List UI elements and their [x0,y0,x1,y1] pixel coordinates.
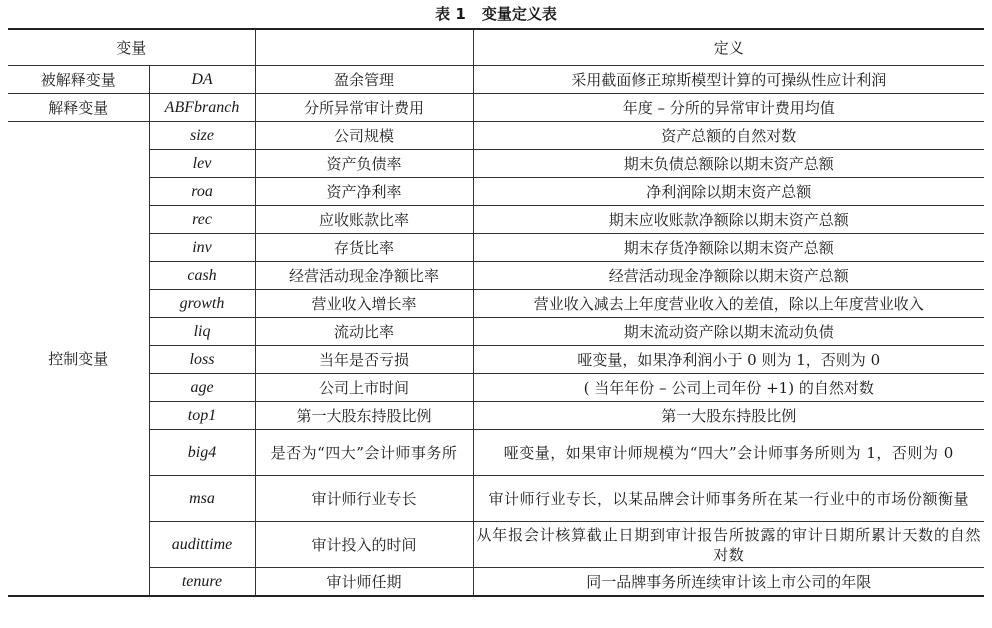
variable-definition: 年度 – 分所的异常审计费用均值 [473,94,984,122]
variable-definition: 经营活动现金净额除以期末资产总额 [473,262,984,290]
variable-definition: 采用截面修正琼斯模型计算的可操纵性应计利润 [473,66,984,94]
variable-definition: 期末存货净额除以期末资产总额 [473,234,984,262]
variable-definition-table [8,28,984,597]
variable-code: size [149,122,255,150]
table-row [8,476,984,522]
table-row [8,568,984,597]
variable-code: loss [149,346,255,374]
table-row [8,94,984,122]
variable-code: roa [149,178,255,206]
variable-name: 分所异常审计费用 [255,94,473,122]
variable-code: rec [149,206,255,234]
variable-name: 第一大股东持股比例 [255,402,473,430]
variable-name: 公司规模 [255,122,473,150]
table-row [8,290,984,318]
variable-definition: 资产总额的自然对数 [473,122,984,150]
variable-code: DA [149,66,255,94]
variable-name: 盈余管理 [255,66,473,94]
group-cell: 解释变量 [8,94,149,122]
variable-code: msa [149,476,255,522]
variable-code: cash [149,262,255,290]
variable-code: audittime [149,522,255,568]
variable-code: lev [149,150,255,178]
variable-definition: 从年报会计核算截止日期到审计报告所披露的审计日期所累计天数的自然对数 [473,522,984,568]
variable-name: 营业收入增长率 [255,290,473,318]
table-row [8,122,984,150]
table-row [8,402,984,430]
table-title: 变量定义表 [481,5,557,23]
table-row [8,430,984,476]
table-number: 表 1 [435,5,466,23]
variable-definition: 期末应收账款净额除以期末资产总额 [473,206,984,234]
variable-name: 审计师任期 [255,568,473,597]
variable-code: big4 [149,430,255,476]
variable-name: 存货比率 [255,234,473,262]
variable-name: 当年是否亏损 [255,346,473,374]
variable-name: 公司上市时间 [255,374,473,402]
header-blank [255,29,473,66]
table-caption [0,0,992,28]
variable-definition: ( 当年年份 – 公司上司年份 +1) 的自然对数 [473,374,984,402]
variable-definition: 审计师行业专长，以某品牌会计师事务所在某一行业中的市场份额衡量 [473,476,984,522]
variable-name: 审计投入的时间 [255,522,473,568]
variable-code: growth [149,290,255,318]
variable-code: inv [149,234,255,262]
variable-name: 经营活动现金净额比率 [255,262,473,290]
table-row [8,374,984,402]
variable-code: liq [149,318,255,346]
table-row [8,206,984,234]
table-row [8,346,984,374]
variable-definition: 期末流动资产除以期末流动负债 [473,318,984,346]
variable-code: top1 [149,402,255,430]
variable-definition: 同一品牌事务所连续审计该上市公司的年限 [473,568,984,597]
header-variable: 变量 [8,29,255,66]
table-row [8,522,984,568]
group-cell: 被解释变量 [8,66,149,94]
table-row [8,150,984,178]
table-row [8,234,984,262]
variable-name: 流动比率 [255,318,473,346]
variable-name: 审计师行业专长 [255,476,473,522]
variable-name: 是否为“四大”会计师事务所 [255,430,473,476]
variable-definition: 哑变量，如果净利润小于 0 则为 1，否则为 0 [473,346,984,374]
variable-definition: 哑变量，如果审计师规模为“四大”会计师事务所则为 1，否则为 0 [473,430,984,476]
variable-code: tenure [149,568,255,597]
variable-definition: 营业收入减去上年度营业收入的差值，除以上年度营业收入 [473,290,984,318]
table-row [8,318,984,346]
variable-definition: 净利润除以期末资产总额 [473,178,984,206]
header-definition: 定义 [473,29,984,66]
variable-name: 资产净利率 [255,178,473,206]
table-row [8,66,984,94]
table-row [8,178,984,206]
header-row [8,29,984,66]
variable-name: 应收账款比率 [255,206,473,234]
table-row [8,262,984,290]
variable-code: ABFbranch [149,94,255,122]
group-cell: 控制变量 [8,122,149,597]
variable-name: 资产负债率 [255,150,473,178]
variable-definition: 第一大股东持股比例 [473,402,984,430]
variable-definition: 期末负债总额除以期末资产总额 [473,150,984,178]
variable-code: age [149,374,255,402]
